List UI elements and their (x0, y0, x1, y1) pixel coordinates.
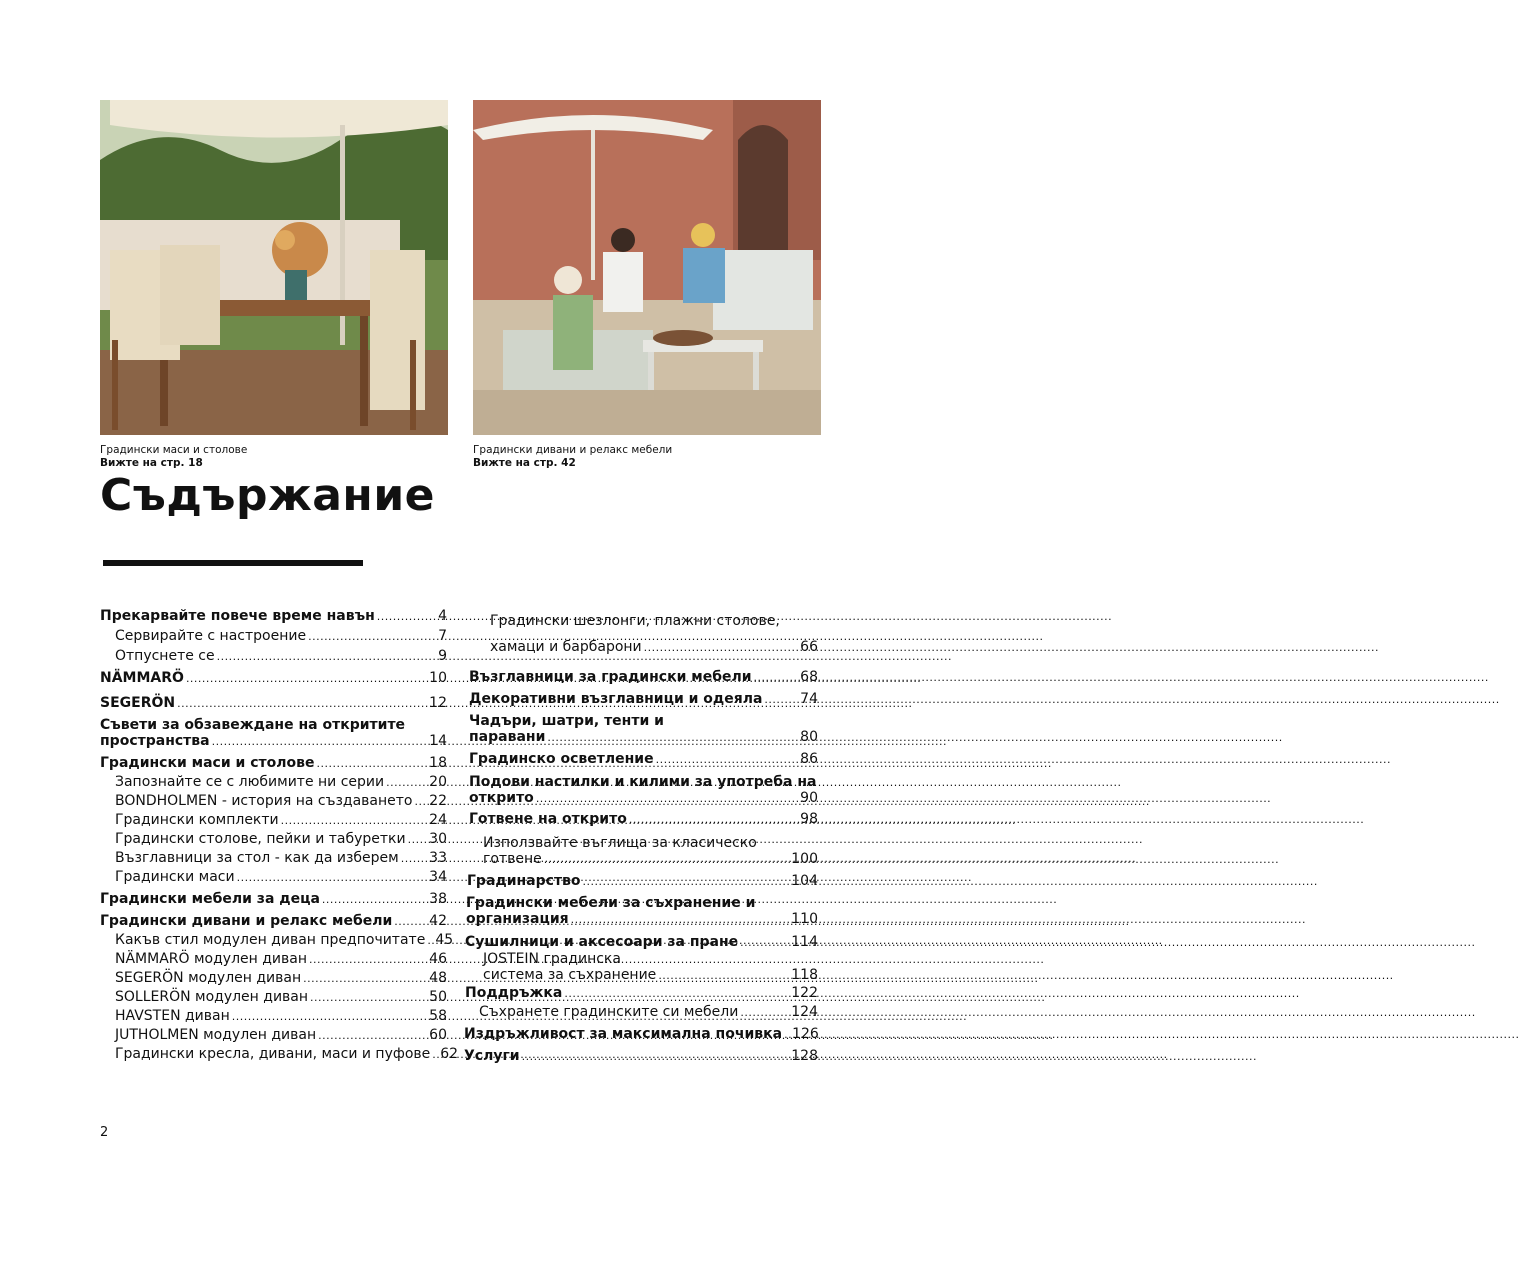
toc-page: 9 (438, 648, 447, 664)
toc-leader (232, 1010, 427, 1023)
caption-title: Градински маси и столове (100, 444, 248, 456)
toc-leader (427, 934, 433, 947)
toc-entry[interactable] (100, 1027, 447, 1043)
toc-leader (309, 953, 427, 966)
toc-entry[interactable] (464, 985, 818, 1001)
toc-entry[interactable] (100, 850, 447, 866)
toc-entry[interactable] (100, 628, 447, 644)
toc-page: 42 (429, 913, 447, 929)
toc-entry[interactable] (464, 811, 818, 827)
toc-page: 48 (429, 970, 447, 986)
toc-label: хамаци и барбарони (490, 639, 642, 655)
toc-page: 24 (429, 812, 447, 828)
toc-leader (308, 630, 436, 643)
toc-leader (394, 915, 427, 928)
toc-page: 4 (438, 608, 447, 624)
toc-right-column (464, 608, 818, 1064)
garden-sofa-photo (473, 100, 821, 435)
toc-label: пространства (100, 733, 210, 749)
toc-entry[interactable] (464, 934, 818, 950)
toc-label: Градински дивани и релакс мебели (100, 913, 393, 929)
toc-leader (658, 969, 789, 982)
toc-entry[interactable] (100, 717, 447, 749)
toc-entry[interactable] (100, 831, 447, 847)
toc-page: 33 (429, 850, 447, 866)
toc-page: 18 (429, 755, 447, 771)
toc-leader (522, 1050, 790, 1063)
toc-page: 66 (800, 639, 818, 655)
toc-page: 34 (429, 869, 447, 885)
toc-page: 124 (791, 1004, 818, 1020)
toc-label-line1: JOSTEIN градинска (483, 951, 621, 967)
caption-title: Градински дивани и релакс мебели (473, 444, 673, 456)
toc-page: 38 (429, 891, 447, 907)
toc-entry[interactable] (464, 713, 818, 745)
toc-page: 86 (800, 751, 818, 767)
toc-leader (316, 757, 427, 770)
toc-page: 7 (438, 628, 447, 644)
toc-label: Градински мебели за деца (100, 891, 320, 907)
toc-entry[interactable] (464, 691, 818, 707)
toc-label: JUTHOLMEN модулен диван (115, 1027, 317, 1043)
toc-entry[interactable] (464, 835, 818, 867)
toc-label-line1: Подови настилки и килими за употреба на (469, 774, 817, 790)
toc-entry[interactable] (100, 670, 447, 686)
toc-page: 118 (791, 967, 818, 983)
toc-leader (377, 610, 436, 623)
toc-page: 22 (429, 793, 447, 809)
photo-caption-left (100, 444, 247, 470)
toc-page: 128 (791, 1048, 818, 1064)
toc-label-line1: Използвайте въглища за класическо (483, 835, 757, 851)
toc-leader (432, 1048, 438, 1061)
toc-label-line1: Градински шезлонги, плажни столове, (490, 613, 780, 629)
toc-entry[interactable] (464, 895, 818, 927)
toc-leader (212, 735, 428, 748)
toc-leader (740, 1006, 789, 1019)
toc-leader (583, 875, 790, 888)
toc-leader (754, 671, 799, 684)
toc-leader (764, 693, 798, 706)
toc-label: Възглавници за стол - как да изберем (115, 850, 399, 866)
toc-entry[interactable] (100, 970, 447, 986)
toc-entry[interactable] (464, 951, 818, 983)
toc-entry[interactable] (100, 913, 447, 929)
toc-label: Възглавници за градински мебели (469, 669, 752, 685)
toc-page: 46 (429, 951, 447, 967)
toc-page: 60 (429, 1027, 447, 1043)
toc-label: Какъв стил модулен диван предпочитате (115, 932, 426, 948)
toc-page: 90 (800, 790, 818, 806)
toc-entry[interactable] (100, 812, 447, 828)
toc-page: 20 (429, 774, 447, 790)
toc-label: Поддръжка (465, 985, 563, 1001)
caption-page-ref: Вижте на стр. 42 (473, 457, 576, 469)
toc-label: Градински маси и столове (100, 755, 315, 771)
toc-leader (177, 697, 427, 710)
toc-label: Градински кресла, дивани, маси и пуфове (115, 1046, 431, 1062)
toc-entry[interactable] (464, 1048, 818, 1064)
toc-label: Запознайте се с любимите ни серии (115, 774, 385, 790)
title-underline (103, 560, 363, 566)
toc-entry[interactable] (100, 648, 447, 664)
toc-leader (644, 635, 799, 661)
toc-page: 98 (800, 811, 818, 827)
toc-page: 50 (429, 989, 447, 1005)
toc-label-line1: Съвети за обзавеждане на откритите (100, 717, 406, 733)
page-title: Съдържание (100, 470, 435, 521)
toc-leader (415, 795, 428, 808)
toc-label: HAVSTEN диван (115, 1008, 230, 1024)
toc-label: BONDHOLMEN - история на създаването (115, 793, 413, 809)
toc-label: Градинско осветление (469, 751, 654, 767)
toc-label: Услуги (464, 1048, 520, 1064)
toc-page: 104 (791, 873, 818, 889)
toc-leader (322, 893, 427, 906)
toc-label: организация (466, 911, 569, 927)
toc-leader (281, 814, 428, 827)
toc-label: Издръжливост за максимална почивка (464, 1026, 783, 1042)
toc-entry[interactable] (100, 1008, 447, 1024)
toc-label: готвене (483, 851, 542, 867)
toc-page: 30 (429, 831, 447, 847)
toc-page: 68 (800, 669, 818, 685)
toc-label: Градински маси (115, 869, 235, 885)
toc-label: Сервирайте с настроение (115, 628, 307, 644)
toc-leader (386, 776, 427, 789)
toc-leader (401, 852, 427, 865)
toc-entry[interactable] (100, 695, 447, 711)
toc-entry[interactable] (100, 869, 447, 885)
toc-leader (544, 853, 790, 866)
toc-leader (310, 991, 427, 1004)
toc-label: Отпуснете се (115, 648, 215, 664)
toc-left-column (100, 608, 459, 1062)
toc-label: Прекарвайте повече време навън (100, 608, 375, 624)
toc-entry[interactable] (100, 774, 447, 790)
toc-entry[interactable] (464, 608, 818, 661)
toc-label: открито (469, 790, 534, 806)
toc-entry[interactable] (100, 951, 447, 967)
toc-page: 122 (791, 985, 818, 1001)
toc-label: NÄMMARÖ (100, 670, 184, 686)
toc-leader (186, 672, 427, 685)
toc-entry[interactable] (464, 873, 818, 889)
toc-label: SEGERÖN модулен диван (115, 970, 302, 986)
toc-label: Сушилници и аксесоари за пране (465, 934, 739, 950)
toc-entry[interactable] (464, 1026, 818, 1042)
toc-leader (629, 813, 798, 826)
toc-entry[interactable] (464, 774, 818, 806)
toc-page: 10 (429, 670, 447, 686)
toc-page: 58 (429, 1008, 447, 1024)
toc-entry[interactable] (464, 669, 818, 685)
toc-entry[interactable] (464, 751, 818, 767)
toc-label-line1: Градински мебели за съхранение и (466, 895, 756, 911)
caption-page-ref: Вижте на стр. 18 (100, 457, 203, 469)
toc-page: 110 (791, 911, 818, 927)
toc-label: система за съхранение (483, 967, 657, 983)
toc-page: 126 (792, 1026, 819, 1042)
toc-label: паравани (469, 729, 546, 745)
toc-leader (217, 650, 436, 663)
toc-leader (784, 1028, 790, 1041)
toc-leader (656, 753, 799, 766)
toc-label: Градинарство (467, 873, 581, 889)
toc-entry[interactable] (100, 1046, 459, 1062)
toc-leader (303, 972, 427, 985)
toc-label: Градински комплекти (115, 812, 279, 828)
toc-label: Готвене на открито (469, 811, 627, 827)
photo-caption-right (473, 444, 672, 470)
toc-page: 12 (429, 695, 447, 711)
toc-label: Декоративни възглавници и одеяла (469, 691, 763, 707)
toc-label: NÄMMARÖ модулен диван (115, 951, 308, 967)
toc-leader (318, 1029, 427, 1042)
toc-leader (564, 987, 789, 1000)
toc-leader (536, 792, 798, 805)
toc-entry[interactable] (100, 755, 447, 771)
toc-page: 45 (435, 932, 454, 948)
toc-leader (408, 833, 428, 846)
toc-page: 14 (429, 733, 447, 749)
garden-table-photo (100, 100, 448, 435)
toc-label: Градински столове, пейки и табуретки (115, 831, 406, 847)
toc-page: 114 (791, 934, 818, 950)
toc-label: SOLLERÖN модулен диван (115, 989, 309, 1005)
toc-page: 80 (800, 729, 818, 745)
toc-entry[interactable] (100, 608, 447, 624)
toc-leader (237, 871, 428, 884)
toc-label: Съхранете градинските си мебели (479, 1004, 739, 1020)
toc-entry[interactable] (100, 989, 447, 1005)
toc-page: 100 (791, 851, 818, 867)
toc-leader (547, 731, 798, 744)
toc-label: SEGERÖN (100, 695, 176, 711)
page-number: 2 (100, 1125, 109, 1140)
toc-entry[interactable] (100, 891, 447, 907)
toc-leader (571, 913, 790, 926)
toc-entry[interactable] (100, 932, 454, 948)
toc-entry[interactable] (464, 1004, 818, 1020)
toc-page: 74 (800, 691, 818, 707)
toc-page: 62 (440, 1046, 459, 1062)
toc-leader (740, 936, 789, 949)
toc-entry[interactable] (100, 793, 447, 809)
toc-label-line1: Чадъри, шатри, тенти и (469, 713, 664, 729)
